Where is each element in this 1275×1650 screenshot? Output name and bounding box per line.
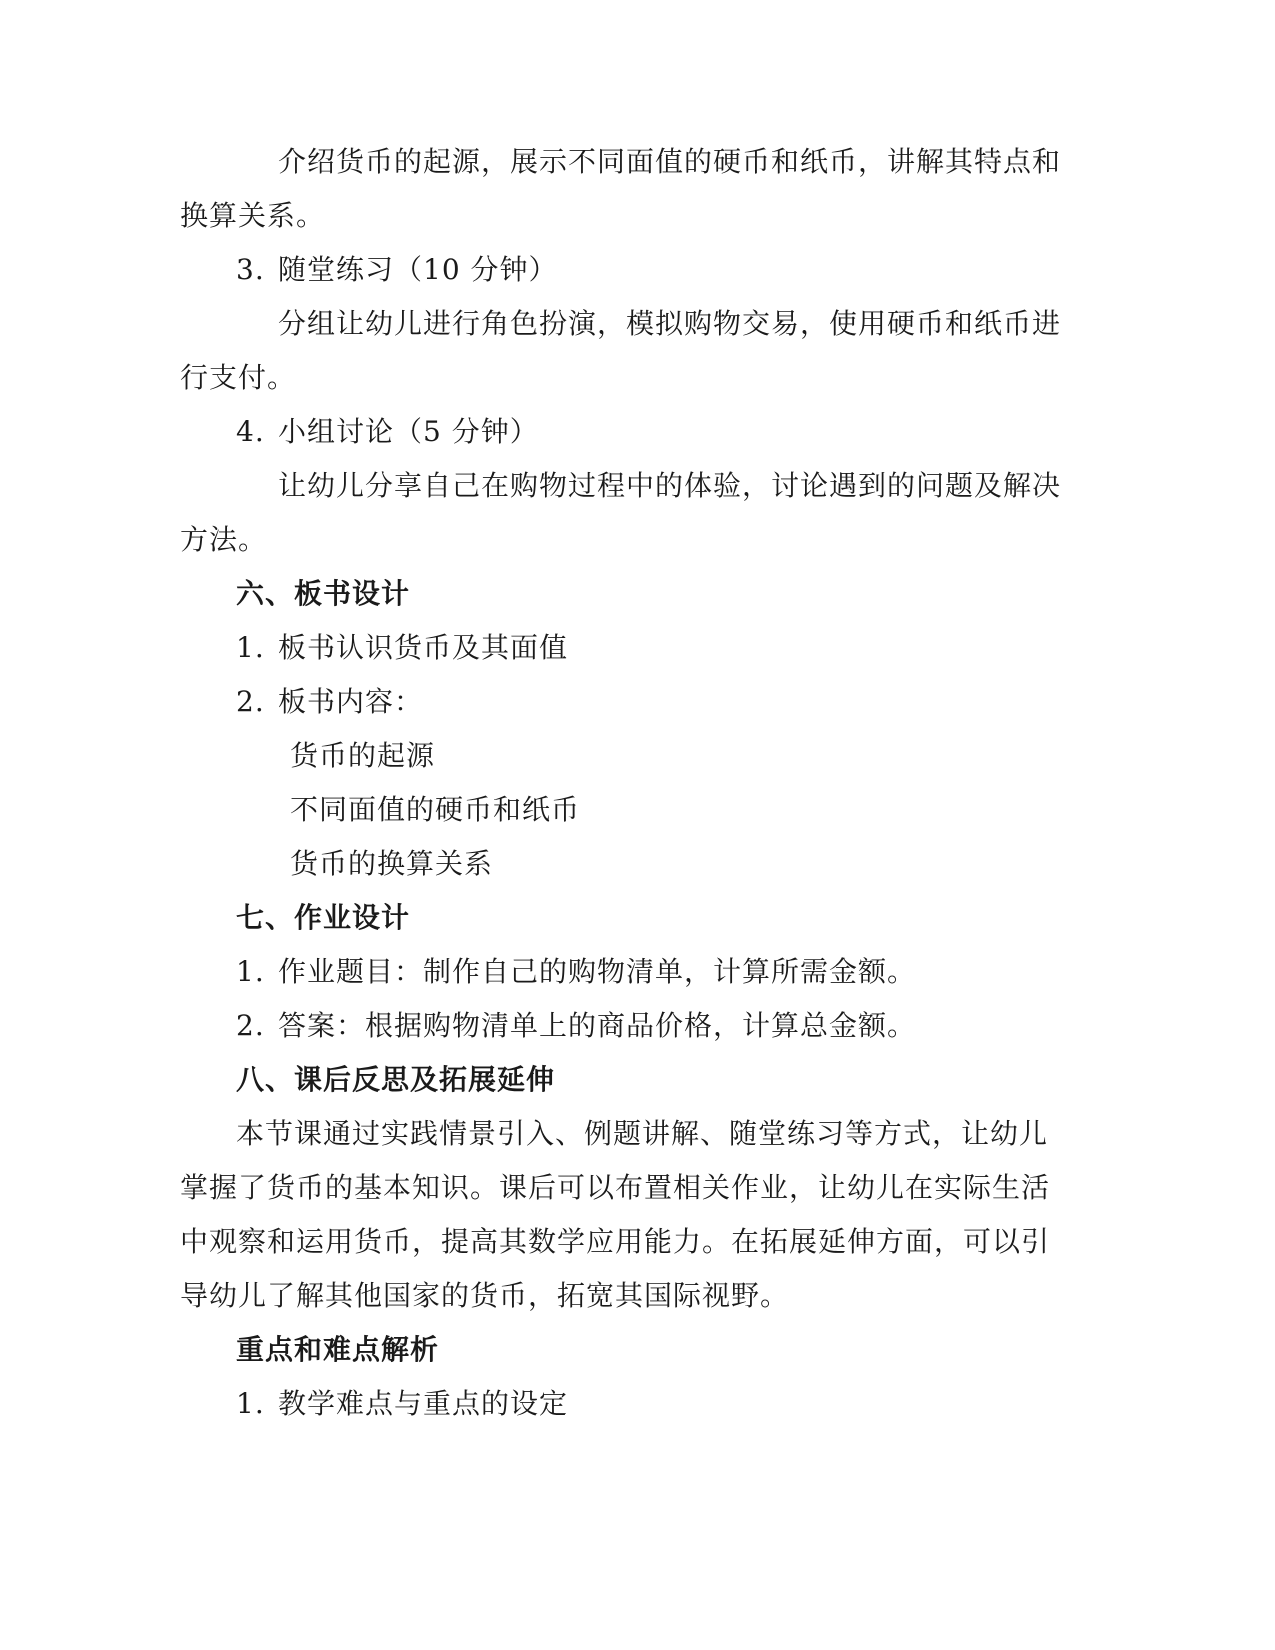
list-item (236, 954, 916, 990)
list-item-text: 板书认识货币及其面值 (278, 631, 569, 664)
section-heading: 七、作业设计 (236, 901, 411, 934)
list-item-text: 板书内容： (278, 685, 424, 718)
list-item-text: 随堂练习（10 分钟） (278, 253, 558, 286)
list-item-number: 3. (236, 253, 265, 286)
list-item (236, 630, 568, 666)
list-item-text: 答案：根据购物清单上的商品价格，计算总金额。 (278, 1009, 917, 1042)
list-item-text: 教学难点与重点的设定 (278, 1387, 569, 1420)
paragraph-line: 导幼儿了解其他国家的货币，拓宽其国际视野。 (180, 1279, 790, 1312)
list-item-number: 1. (236, 955, 265, 988)
list-item-number: 2. (236, 685, 265, 718)
board-content-line: 货币的起源 (290, 739, 436, 772)
paragraph-line: 分组让幼儿进行角色扮演，模拟购物交易，使用硬币和纸币进 (278, 307, 1062, 340)
paragraph-line: 方法。 (180, 523, 268, 556)
section-heading: 八、课后反思及拓展延伸 (236, 1063, 556, 1096)
paragraph-line: 掌握了货币的基本知识。课后可以布置相关作业，让幼儿在实际生活 (180, 1171, 1051, 1204)
list-item-text: 作业题目：制作自己的购物清单，计算所需金额。 (278, 955, 917, 988)
paragraph-line: 介绍货币的起源，展示不同面值的硬币和纸币，讲解其特点和 (278, 145, 1062, 178)
board-content-line: 不同面值的硬币和纸币 (290, 793, 581, 826)
section-heading: 重点和难点解析 (236, 1333, 440, 1366)
list-item-number: 1. (236, 1387, 265, 1420)
paragraph-line: 换算关系。 (180, 199, 326, 232)
paragraph-line: 让幼儿分享自己在购物过程中的体验，讨论遇到的问题及解决 (278, 469, 1062, 502)
paragraph-line: 中观察和运用货币，提高其数学应用能力。在拓展延伸方面，可以引 (180, 1225, 1051, 1258)
paragraph-line: 行支付。 (180, 361, 297, 394)
list-item-text: 小组讨论（5 分钟） (278, 415, 539, 448)
section-heading: 六、板书设计 (236, 577, 411, 610)
list-item-number: 2. (236, 1009, 265, 1042)
board-content-line: 货币的换算关系 (290, 847, 494, 880)
list-item (236, 252, 558, 288)
list-item (236, 414, 539, 450)
list-item-number: 4. (236, 415, 265, 448)
paragraph-line: 本节课通过实践情景引入、例题讲解、随堂练习等方式，让幼儿 (236, 1117, 1049, 1150)
list-item (236, 1008, 916, 1044)
list-item (236, 684, 423, 720)
list-item (236, 1386, 568, 1422)
list-item-number: 1. (236, 631, 265, 664)
